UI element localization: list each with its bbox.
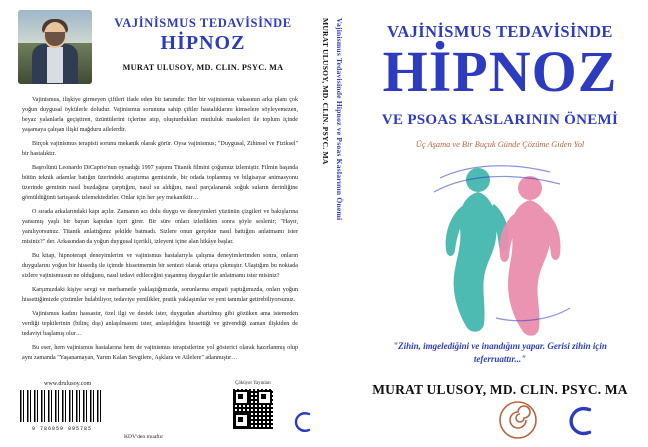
back-title-line2: HİPNOZ <box>160 32 246 54</box>
front-subtitle: Üç Aşama ve Bir Buçuk Günde Çözüme Giden Yol <box>415 140 585 149</box>
back-title-block <box>100 16 306 72</box>
blurb-paragraph: Bu kitap, hipnoterapi deneyimlerim ve vajinismus hastalarıyla çalışma deneyimlerimden sonra, onların duygularını yoğun bir hissediş ile içimde hissetmemin bir sentezi olarak ortaya çıkmıştır. Ulaştığım bu noktada sizlere vajinismusun ne olduğunu, nasıl tedavi edileceğini yaşanmış duygular ile anlatmamı ister misiniz? <box>22 253 298 279</box>
website-url[interactable]: www.drulusoy.com <box>44 381 92 387</box>
qr-code[interactable] <box>232 388 274 430</box>
blurb-paragraph: Vajinismus kadını hassastır, özel ilgi ve destek ister, duygudan abartılmış gibi gözüken ama istemeden verdiği tepkilerinin (bilinç dışı) anlaşılmasını ister, anlaşıldığını hissettiği ve güvendiği zaman ilişkiden de tedaviyi başlamış olur… <box>22 311 298 338</box>
front-main-title: HİPNOZ <box>382 39 618 104</box>
blurb-paragraph: Vajinismus, ilişkiye girmeyen çiftleri ifade eden bir tanımdır. Her bir vajinismus vakasının arka planı çok yoğun duygusal öykülerle doludur. Vajinismus sorununa sahip çiftler hastalıklarını kimselere söyleyemezen, beyaz yalanlarla geçiştiren, üzüntülerini içlerine atıp, oluşturdukları mutluluk maskeleri ile toplum içinde yaşamaya çalışan ilişki mağduru ailelerdir. <box>22 97 298 133</box>
cover-illustration <box>410 158 595 343</box>
front-author-name: MURAT ULUSOY, MD. CLIN. PSYC. MA <box>372 382 628 397</box>
blurb-paragraph: Birçok vajinismus terapisti sorunu mekanik olarak görür. Oysa vajinismus; "Duygusal, Zihinsel ve Fiziksel" bir hastalıktır. <box>22 140 298 157</box>
blurb-paragraph: Bu eser, hem vajinismus hastalarına hem de vajinismus terapistlerine yol gösterici olarak hazırlanmış olup aynı zamanda "Yaşanamayan, Yarım Kalan Sevgilere, Aşklara ve Ailelere" adanmıştır… <box>22 345 298 362</box>
publisher-c-icon <box>568 404 594 438</box>
front-cover <box>352 0 648 447</box>
blurb-paragraph: Karşımızdaki kişiye sevgi ve merhametle yaklaştığımızda, sorunlarına empati yaptığımızda, onları yoğun hissettiğimizde çözümler bulabiliyor, tedaviye yenilikler, pratik yaklaşımlar ve yeni tanımlar getirebiliyorsunuz. <box>22 287 298 303</box>
front-quote: "Zihin, imgelediğini ve inandığını yapar. Gerisi zihin için teferruattır..." <box>393 341 607 365</box>
qr-eye-icon <box>257 390 272 405</box>
spine-title: Vajinismus Tedavisinde Hipnoz ve Psoas Kaslarının Önemi <box>335 18 344 221</box>
spiral-seal-icon <box>498 400 538 440</box>
qr-label: Çöküyor Yayınları <box>235 381 271 386</box>
spine-author: MURAT ULUSOY, MD. CLIN. PSYC. MA <box>321 18 330 165</box>
blurb-paragraph: Başrolünü Leonardo DiCaprio'nun oynadığı 1997 yapımı Titanik filmini çoğumuz izlemiştir. Filmin başında bütün teknik adamlar batığın üzerindeki araştırma gemisinde, bir odada toplanmış ve bilgisayar animasyonu üzerinde geminin nasıl buzdağına çarptığını, nasıl su aldığını, nasıl parçalanarak soğuk suların derinliğine gömüldüğünü tartışarak izlemektedirler. Onlar için her şey mekaniktir… <box>22 165 298 201</box>
publisher-seal <box>498 400 538 440</box>
barcode-bars <box>20 390 104 422</box>
pink-figure <box>500 176 561 336</box>
back-author-name: MURAT ULUSOY, MD. CLIN. PSYC. MA <box>122 63 284 72</box>
photo-shirt <box>47 47 63 83</box>
teal-figure <box>446 168 509 332</box>
publisher-logo-front <box>568 404 594 443</box>
back-cover-blurb <box>22 96 298 369</box>
price-note: KDV'den muaftır <box>124 434 164 440</box>
author-photo <box>18 10 92 84</box>
blurb-paragraph: O sırada arkalarındaki kapı açılır. Zamanın acı dolu duygu ve deneyimleri yüzünün çizgileri ve bakışlarına yansımış yaşlı bir bayan kapıdan içeri girer. Bir süre onları izledikten sonra şöyle seslenir; "Hayır, yanılıyorsunuz. Titanik anlattığınız şekilde batmadı. Sizlere onun gerçekte nasıl battığını anlatmamı ister misiniz?" der. Arkasından da yoğun duygusal içerikli, izleyeni içine alan hikâye başlar. <box>22 209 298 245</box>
front-title-line3: VE PSOAS KASLARININ ÖNEMİ <box>381 112 619 128</box>
publisher-c-icon <box>294 410 312 434</box>
back-cover <box>0 0 318 447</box>
two-figures-illustration <box>410 158 595 343</box>
isbn-barcode <box>20 390 104 432</box>
qr-eye-icon <box>234 413 249 428</box>
publisher-logo-back <box>294 410 312 439</box>
barcode-number: 9 786059 095785 <box>31 426 92 432</box>
front-title-line1: VAJİNİSMUS TEDAVİSİNDE <box>387 22 613 41</box>
book-spine <box>318 0 352 447</box>
qr-eye-icon <box>234 390 249 405</box>
back-title-line1: VAJİNİSMUS TEDAVİSİNDE <box>114 16 292 30</box>
